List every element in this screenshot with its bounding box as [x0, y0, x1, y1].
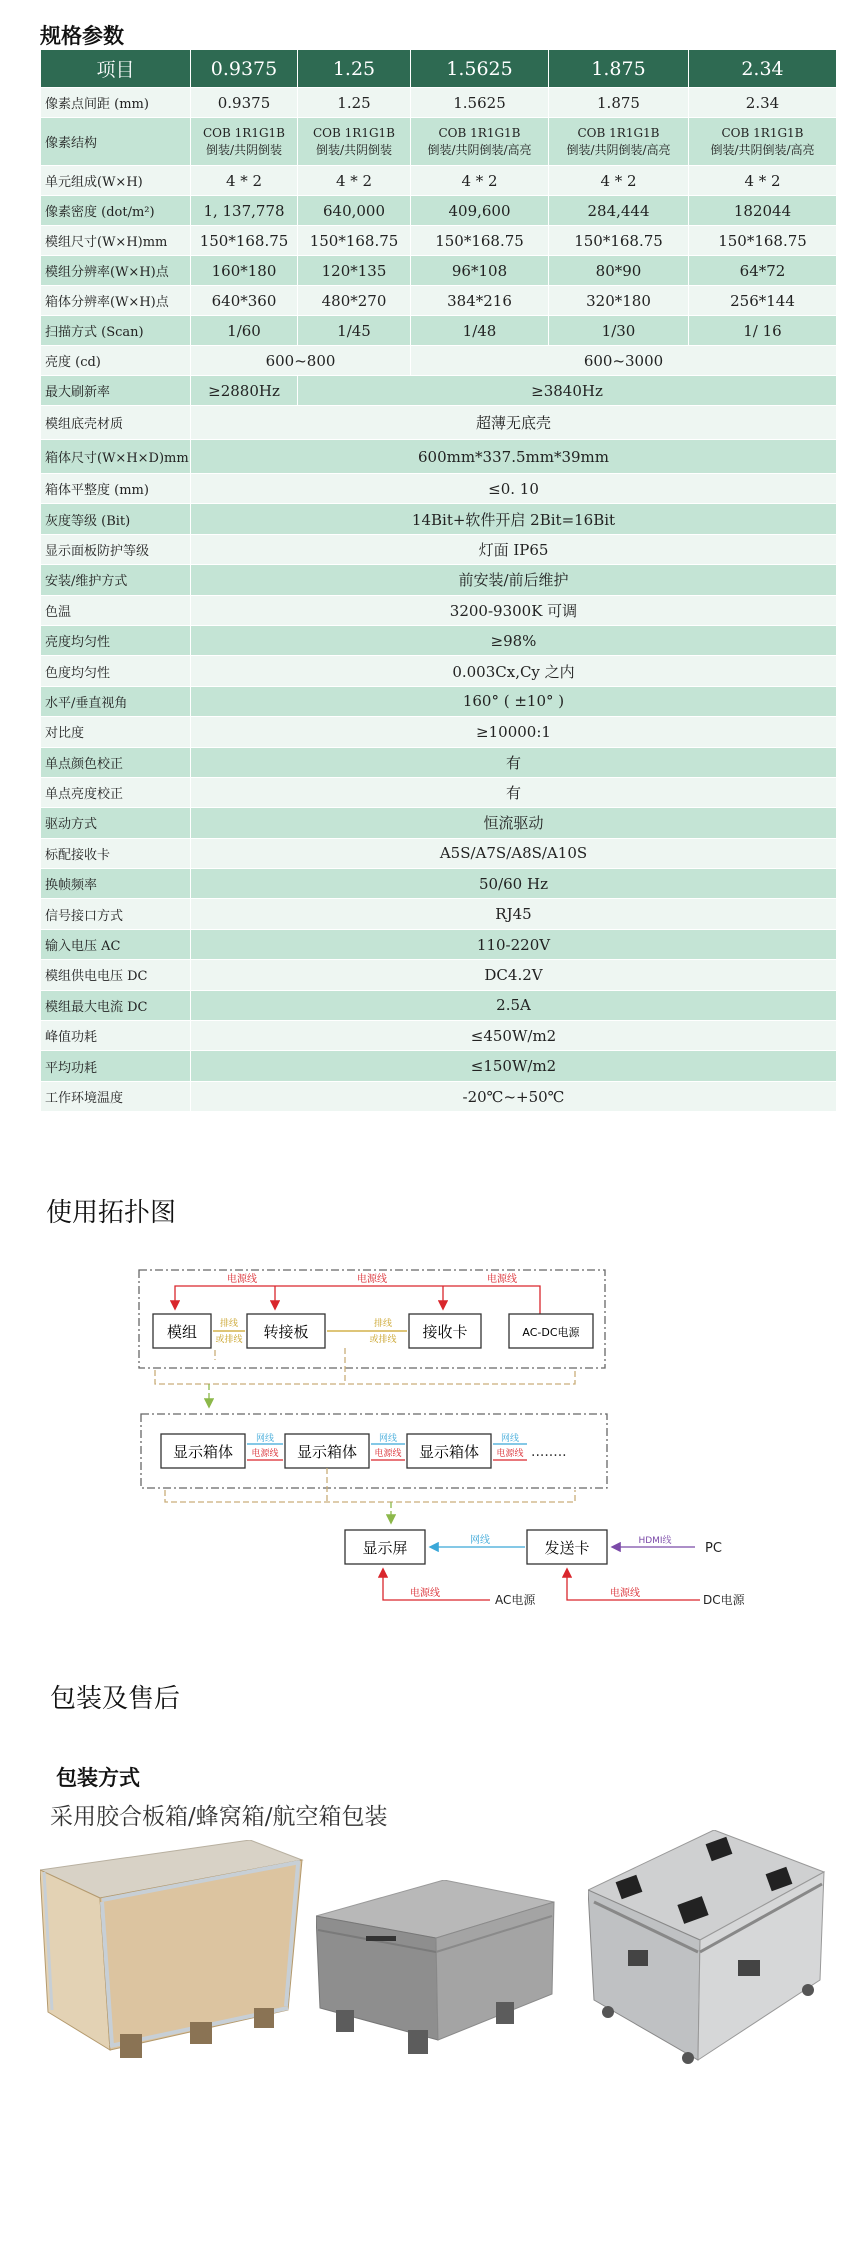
spec-row — [41, 196, 837, 226]
spec-cell: 150*168.75 — [411, 226, 549, 256]
spec-row-label: 扫描方式 (Scan) — [41, 316, 191, 346]
flat-label-1a: 排线 — [219, 1319, 239, 1329]
spec-cell: 1/45 — [298, 316, 411, 346]
spec-row-label: 输入电压 AC — [41, 929, 191, 959]
spec-cell: A5S/A7S/A8S/A10S — [191, 838, 837, 868]
spec-row — [41, 88, 837, 118]
spec-cell — [411, 118, 549, 166]
spec-cell: 640,000 — [298, 196, 411, 226]
spec-row — [41, 565, 837, 595]
svg-text:显示箱体: 显示箱体 — [172, 1443, 234, 1461]
spec-cell-line1: COB 1R1G1B — [438, 125, 521, 140]
module-box — [153, 1314, 211, 1348]
svg-text:显示屏: 显示屏 — [362, 1539, 408, 1557]
spec-cell: 96*108 — [411, 256, 549, 286]
spec-row-label: 模组最大电流 DC — [41, 990, 191, 1020]
cabinet-box-3 — [407, 1434, 491, 1468]
spec-row-label: 平均功耗 — [41, 1051, 191, 1081]
spec-cell: 284,444 — [549, 196, 689, 226]
spec-row-label: 标配接收卡 — [41, 838, 191, 868]
spec-header-cell: 1.25 — [298, 50, 411, 88]
spec-row-label: 安装/维护方式 — [41, 565, 191, 595]
spec-row — [41, 440, 837, 474]
spec-cell: 80*90 — [549, 256, 689, 286]
spec-cell: 1.5625 — [411, 88, 549, 118]
hdmi-label: HDMI线 — [638, 1536, 672, 1546]
spec-cell: 160*180 — [191, 256, 298, 286]
power-label-2: 电源线 — [357, 1274, 387, 1285]
spec-cell: 1/30 — [549, 316, 689, 346]
spec-row-label: 驱动方式 — [41, 808, 191, 838]
spec-row — [41, 595, 837, 625]
power-line-top — [175, 1286, 540, 1314]
spec-cell: 50/60 Hz — [191, 869, 837, 899]
spec-row-label: 单点颜色校正 — [41, 747, 191, 777]
power-label-1: 电源线 — [227, 1274, 257, 1285]
spec-cell: 2.34 — [689, 88, 837, 118]
spec-row-label: 对比度 — [41, 717, 191, 747]
net-label-3: 网线 — [500, 1434, 520, 1444]
spec-cell: ≥98% — [191, 625, 837, 655]
spec-cell: 600~3000 — [411, 346, 837, 376]
spec-header-cell: 1.875 — [549, 50, 689, 88]
spec-cell: 4 * 2 — [191, 166, 298, 196]
spec-cell: 4 * 2 — [689, 166, 837, 196]
spec-cell: 150*168.75 — [549, 226, 689, 256]
spec-cell — [298, 118, 411, 166]
spec-row-label: 灰度等级 (Bit) — [41, 504, 191, 534]
spec-cell: 3200-9300K 可调 — [191, 595, 837, 625]
spec-row — [41, 1081, 837, 1111]
spec-row — [41, 346, 837, 376]
spec-cell: ≥3840Hz — [298, 376, 837, 406]
dc-power-label: DC电源 — [703, 1593, 745, 1607]
spec-cell: 0.9375 — [191, 88, 298, 118]
spec-row-label: 换帧频率 — [41, 869, 191, 899]
net-label-2: 网线 — [378, 1434, 398, 1444]
spec-row-label: 像素密度 (dot/m²) — [41, 196, 191, 226]
spec-row — [41, 777, 837, 807]
topology-diagram — [135, 1266, 765, 1626]
net-label-sender: 网线 — [470, 1535, 490, 1546]
spec-row — [41, 226, 837, 256]
spec-cell: DC4.2V — [191, 960, 837, 990]
spec-header-cell: 1.5625 — [411, 50, 549, 88]
spec-header-cell: 0.9375 — [191, 50, 298, 88]
spec-row — [41, 656, 837, 686]
spec-row — [41, 960, 837, 990]
spec-row-label: 水平/垂直视角 — [41, 686, 191, 716]
net-label-1: 网线 — [255, 1434, 275, 1444]
svg-text:接收卡: 接收卡 — [422, 1323, 468, 1341]
spec-row-label: 峰值功耗 — [41, 1021, 191, 1051]
spec-cell: 14Bit+软件开启 2Bit=16Bit — [191, 504, 837, 534]
spec-cell: 2.5A — [191, 990, 837, 1020]
power-label-3: 电源线 — [487, 1274, 517, 1285]
packaging-title: 包装及售后 — [50, 1684, 181, 1714]
spec-cell: 4 * 2 — [298, 166, 411, 196]
spec-cell: 恒流驱动 — [191, 808, 837, 838]
spec-cell: 150*168.75 — [191, 226, 298, 256]
spec-row-label: 箱体平整度 (mm) — [41, 474, 191, 504]
spec-cell: 320*180 — [549, 286, 689, 316]
power-label-6: 电源线 — [496, 1449, 524, 1459]
adapter-box — [247, 1314, 325, 1348]
spec-cell: 1/ 16 — [689, 316, 837, 346]
spec-cell: 409,600 — [411, 196, 549, 226]
spec-header-row — [41, 50, 837, 88]
spec-cell: 480*270 — [298, 286, 411, 316]
topology-title: 使用拓扑图 — [46, 1198, 177, 1228]
honeycomb-box-photo — [316, 1880, 576, 2070]
spec-row — [41, 376, 837, 406]
flat-label-2b: 或排线 — [369, 1335, 397, 1345]
power-label-4: 电源线 — [251, 1449, 279, 1459]
spec-row-label: 箱体尺寸(W×H×D)mm — [41, 440, 191, 474]
spec-cell-line1: COB 1R1G1B — [203, 125, 285, 140]
spec-row — [41, 474, 837, 504]
dc-power-cable-label: 电源线 — [610, 1588, 640, 1599]
svg-text:转接板: 转接板 — [263, 1323, 309, 1341]
spec-cell-line2: 倒装/共阴倒装/高亮 — [566, 142, 671, 157]
spec-row-label: 色温 — [41, 595, 191, 625]
svg-text:显示箱体: 显示箱体 — [418, 1443, 480, 1461]
spec-row-label: 像素结构 — [41, 118, 191, 166]
spec-cell: 有 — [191, 777, 837, 807]
spec-row — [41, 534, 837, 564]
spec-cell: 1/60 — [191, 316, 298, 346]
spec-row-label: 显示面板防护等级 — [41, 534, 191, 564]
spec-cell: 超薄无底壳 — [191, 406, 837, 440]
spec-cell — [549, 118, 689, 166]
spec-cell: 110-220V — [191, 929, 837, 959]
spec-cell: 0.003Cx,Cy 之内 — [191, 656, 837, 686]
spec-row — [41, 625, 837, 655]
spec-cell — [191, 118, 298, 166]
screen-box — [345, 1530, 425, 1564]
receiver-box — [409, 1314, 481, 1348]
svg-text:模组: 模组 — [166, 1323, 198, 1341]
spec-cell: -20℃~+50℃ — [191, 1081, 837, 1111]
spec-row — [41, 686, 837, 716]
spec-cell-line1: COB 1R1G1B — [721, 125, 804, 140]
spec-cell: 灯面 IP65 — [191, 534, 837, 564]
spec-cell-line2: 倒装/共阴倒装/高亮 — [710, 142, 815, 157]
svg-text:发送卡: 发送卡 — [544, 1539, 590, 1557]
spec-cell: ≤150W/m2 — [191, 1051, 837, 1081]
acdc-box — [509, 1314, 593, 1348]
ac-power-label: AC电源 — [495, 1593, 536, 1607]
spec-row — [41, 1021, 837, 1051]
tan-bridge-bottom — [165, 1490, 575, 1502]
spec-cell: ≤0. 10 — [191, 474, 837, 504]
spec-row-label: 模组供电电压 DC — [41, 960, 191, 990]
spec-cell-line2: 倒装/共阴倒装 — [315, 142, 393, 157]
spec-cell-line1: COB 1R1G1B — [577, 125, 660, 140]
spec-cell: RJ45 — [191, 899, 837, 929]
ac-power-cable-label: 电源线 — [410, 1588, 440, 1599]
spec-row — [41, 166, 837, 196]
spec-cell: 150*168.75 — [689, 226, 837, 256]
spec-row — [41, 286, 837, 316]
spec-row — [41, 869, 837, 899]
cabinet-box-1 — [161, 1434, 245, 1468]
spec-cell: ≥2880Hz — [191, 376, 298, 406]
power-label-5: 电源线 — [374, 1449, 402, 1459]
plywood-box-photo — [40, 1840, 310, 2065]
pc-label: PC — [705, 1541, 722, 1556]
spec-row — [41, 838, 837, 868]
spec-cell-line2: 倒装/共阴倒装 — [205, 142, 283, 157]
spec-cell: 160° ( ±10° ) — [191, 686, 837, 716]
spec-row — [41, 717, 837, 747]
svg-text:显示箱体: 显示箱体 — [296, 1443, 358, 1461]
flat-label-2a: 排线 — [373, 1319, 393, 1329]
spec-row — [41, 990, 837, 1020]
spec-cell: 1.875 — [549, 88, 689, 118]
spec-cell: 600~800 — [191, 346, 411, 376]
spec-cell: 384*216 — [411, 286, 549, 316]
spec-cell-line1: COB 1R1G1B — [313, 125, 395, 140]
spec-row — [41, 118, 837, 166]
spec-row-label: 模组分辨率(W×H)点 — [41, 256, 191, 286]
spec-cell: 64*72 — [689, 256, 837, 286]
spec-row-label: 最大刷新率 — [41, 376, 191, 406]
spec-row — [41, 504, 837, 534]
spec-cell: ≥10000:1 — [191, 717, 837, 747]
spec-row — [41, 256, 837, 286]
spec-row-label: 单元组成(W×H) — [41, 166, 191, 196]
spec-row — [41, 899, 837, 929]
spec-header-cell: 2.34 — [689, 50, 837, 88]
packaging-subtitle: 包装方式 — [56, 1766, 140, 1790]
spec-row — [41, 747, 837, 777]
spec-row-label: 亮度 (cd) — [41, 346, 191, 376]
cabinet-box-2 — [285, 1434, 369, 1468]
spec-row-label: 亮度均匀性 — [41, 625, 191, 655]
spec-row-label: 像素点间距 (mm) — [41, 88, 191, 118]
spec-cell — [689, 118, 837, 166]
spec-cell: 1/48 — [411, 316, 549, 346]
spec-cell: 1.25 — [298, 88, 411, 118]
spec-cell: 4 * 2 — [411, 166, 549, 196]
spec-cell: 前安装/前后维护 — [191, 565, 837, 595]
spec-cell: 有 — [191, 747, 837, 777]
spec-row — [41, 406, 837, 440]
spec-row-label: 单点亮度校正 — [41, 777, 191, 807]
spec-cell: 120*135 — [298, 256, 411, 286]
spec-title: 规格参数 — [40, 24, 124, 48]
flat-label-1b: 或排线 — [215, 1335, 243, 1345]
flight-case-photo — [588, 1830, 828, 2075]
spec-table — [40, 49, 837, 1112]
spec-cell: 4 * 2 — [549, 166, 689, 196]
spec-header-cell: 项目 — [41, 50, 191, 88]
spec-cell-line2: 倒装/共阴倒装/高亮 — [427, 142, 532, 157]
spec-cell: 1, 137,778 — [191, 196, 298, 226]
svg-text:AC-DC电源: AC-DC电源 — [522, 1326, 580, 1339]
spec-row — [41, 808, 837, 838]
spec-cell: ≤450W/m2 — [191, 1021, 837, 1051]
spec-row — [41, 316, 837, 346]
spec-row-label: 工作环境温度 — [41, 1081, 191, 1111]
spec-row-label: 色度均匀性 — [41, 656, 191, 686]
spec-row-label: 模组尺寸(W×H)mm — [41, 226, 191, 256]
spec-row — [41, 929, 837, 959]
packaging-description: 采用胶合板箱/蜂窝箱/航空箱包装 — [50, 1804, 388, 1830]
chain-ellipsis: ........ — [531, 1444, 567, 1460]
spec-row-label: 箱体分辨率(W×H)点 — [41, 286, 191, 316]
spec-row — [41, 1051, 837, 1081]
spec-cell: 182044 — [689, 196, 837, 226]
spec-row-label: 信号接口方式 — [41, 899, 191, 929]
spec-cell: 256*144 — [689, 286, 837, 316]
spec-cell: 640*360 — [191, 286, 298, 316]
spec-cell: 600mm*337.5mm*39mm — [191, 440, 837, 474]
tan-bridge-top — [155, 1350, 575, 1384]
sender-box — [527, 1530, 607, 1564]
spec-row-label: 模组底壳材质 — [41, 406, 191, 440]
spec-cell: 150*168.75 — [298, 226, 411, 256]
